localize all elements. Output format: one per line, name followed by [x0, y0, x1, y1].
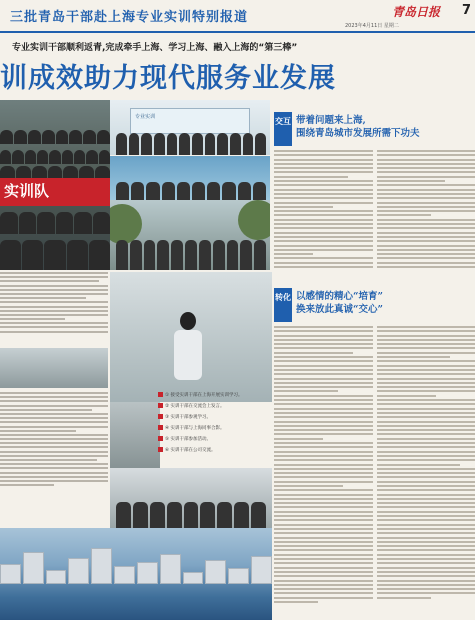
section-body: [274, 326, 475, 605]
section-title-line: 以感情的精心“培育”: [296, 291, 383, 302]
photo-group-outdoor: [110, 200, 270, 270]
photo-speaker: [110, 272, 272, 402]
masthead: [0, 0, 475, 34]
people-row: [116, 240, 266, 270]
article-column-left: [0, 272, 108, 342]
crowd-row: [0, 240, 110, 270]
article-column-left-2: [0, 392, 108, 512]
photo-group-banner: [0, 100, 110, 270]
crowd-row: [0, 150, 110, 164]
masthead-rule: [0, 31, 475, 33]
issue-date: 2023年4月11日 星期二: [345, 23, 399, 29]
caption: ⑥ 实训干部在公司交流。: [158, 447, 272, 454]
headline: 训成效助力现代服务业发展: [0, 63, 336, 94]
section-tag: 交互: [274, 112, 292, 146]
newspaper-logo: 青岛日报: [392, 5, 441, 19]
caption-marker: [158, 425, 163, 430]
caption: ② 实训干部在交流会上发言。: [158, 403, 272, 410]
section-tag: 转化: [274, 288, 292, 322]
city-skyline: [0, 546, 272, 584]
stage-text: 专业实训: [135, 114, 156, 120]
photo-ceremony: [110, 100, 270, 155]
caption: ③ 实训干部参观学习。: [158, 414, 272, 421]
text-column: [274, 326, 373, 605]
photo-meeting: [110, 468, 272, 528]
section-title-line: 围绕青岛城市发展所需下功夫: [296, 128, 420, 139]
caption-marker: [158, 392, 163, 397]
text-column: [377, 326, 475, 605]
tree: [238, 200, 270, 240]
crowd-row: [0, 130, 110, 144]
speaker-figure: [170, 312, 206, 392]
section-title-line: 带着问题来上海,: [296, 115, 366, 126]
people-row: [116, 133, 266, 155]
people-row: [116, 502, 266, 528]
people-row: [116, 182, 266, 200]
red-banner: [0, 178, 110, 206]
caption-marker: [158, 414, 163, 419]
crowd-row: [0, 212, 110, 234]
caption: ① 接受实训干部在上海开展实训学习。: [158, 392, 272, 399]
caption-marker: [158, 403, 163, 408]
photo-stage-blue: [110, 156, 270, 200]
caption: ⑤ 实训干部参加活动。: [158, 436, 272, 443]
subheadline: 专业实训干部顺利返青,完成牵手上海、学习上海、融入上海的“第三棒”: [12, 43, 298, 53]
masthead-title: 三批青岛干部赴上海专业实训特别报道: [10, 10, 249, 25]
caption-marker: [158, 447, 163, 452]
article-section-1: [274, 112, 475, 282]
text-column: [377, 150, 475, 270]
photo-city-harbor: [0, 528, 272, 620]
caption: ④ 实训干部与上海同事合影。: [158, 425, 272, 432]
text-column: [274, 150, 373, 270]
section-title: [296, 290, 383, 316]
banner-text: 实训队: [4, 182, 50, 200]
section-body: [274, 150, 475, 270]
photo-office: [0, 348, 108, 388]
section-title: [296, 114, 420, 140]
tree: [110, 204, 142, 244]
section-title-line: 换来放此真诚“交心”: [296, 304, 383, 315]
stage-backdrop: [130, 108, 250, 134]
caption-marker: [158, 436, 163, 441]
article-section-2: [274, 288, 475, 618]
page-number: 7: [462, 3, 472, 18]
